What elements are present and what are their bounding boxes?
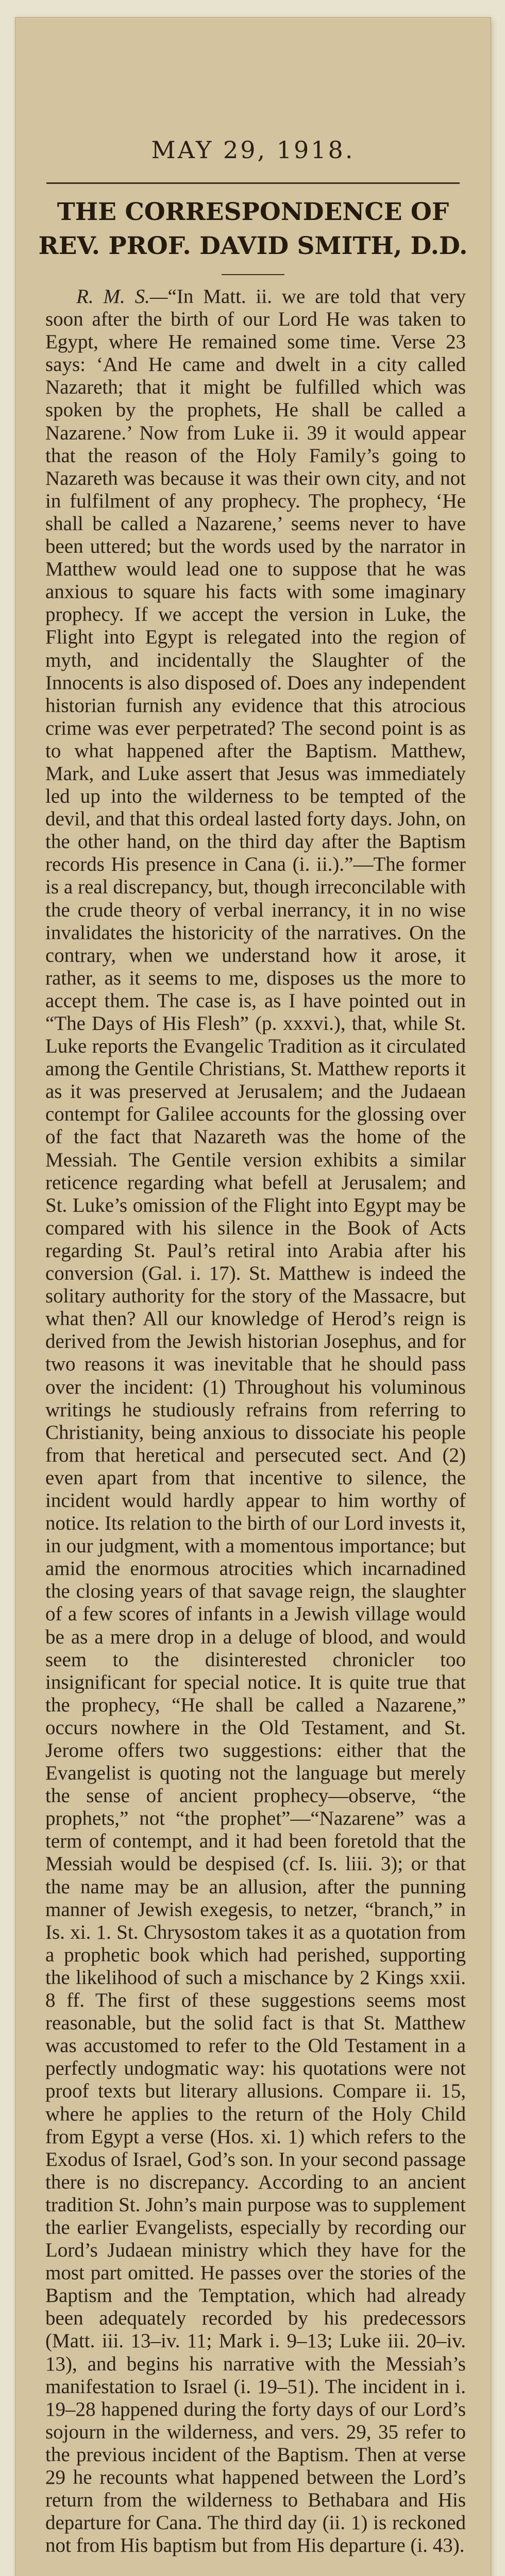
newspaper-clipping: [15, 18, 491, 2576]
title-divider: [222, 274, 284, 275]
article-text: “In Matt. ii. we are told that very soon after the birth of our Lord He was taken to Egypt, where He remained some time. Verse 23 says: ‘And He came and dwelt in a city called Nazareth; that it might be fulfilled which was spoken by the prophets, He shall be called a Nazarene.’ Now from Luke ii. 39 it would appear that the reason of the Holy Family’s going to Nazareth was because it was their own city, and not in fulfilment of any prophecy. The prophecy, ‘He shall be called a Nazarene,’ seems never to have been uttered; but the words used by the narrator in Matthew would lead one to suppose that he was anxious to square his facts with some imaginary prophecy. If we accept the version in Luke, the Flight into Egypt is relegated into the region of myth, and incidentally the Slaughter of the Innocents is also disposed of. Does any independent historian furnish any evidence that this atrocious crime was ever perpetrated? The second point is as to what happened after the Baptism. Matthew, Mark, and Luke assert that Jesus was immediately led up into the wilderness to be tempted of the devil, and that this ordeal lasted forty days. John, on the other hand, on the third day after the Baptism records His presence in Cana (i. ii.).”—The former is a real discrepancy, but, though irreconcilable with the crude theory of verbal inerrancy, it in no wise invalidates the historicity of the narratives. On the contrary, when we understand how it arose, it rather, as it seems to me, disposes us the more to accept them. The case is, as I have pointed out in “The Days of His Flesh” (p. xxxvi.), that, while St. Luke reports the Evangelic Tradition as it circulated among the Gentile Christians, St. Matthew reports it as it was preserved at Jerusalem; and the Judaean contempt for Galilee accounts for the glossing over of the fact that Nazareth was the home of the Messiah. The Gentile version exhibits a similar reticence regarding what befell at Jerusalem; and St. Luke’s omission of the Flight into Egypt may be compared with his silence in the Book of Acts regarding St. Paul’s retiral into Arabia after his conversion (Gal. i. 17). St. Matthew is indeed the solitary authority for the story of the Massacre, but what then? All our knowledge of Herod’s reign is derived from the Jewish historian Josephus, and for two reasons it was inevitable that he should pass over the incident: (1) Throughout his voluminous writings he studiously refrains from referring to Christianity, being anxious to dissociate his people from that heretical and persecuted sect. And (2) even apart from that incentive to silence, the incident would hardly appear to him worthy of notice. Its relation to the birth of our Lord invests it, in our judgment, with a momentous importance; but amid the enormous atrocities which incarnadined the closing years of that savage reign, the slaughter of a few scores of infants in a Jewish village would be as a mere drop in a deluge of blood, and would seem to the disinterested chronicler too insignificant for special notice. It is quite true that the prophecy, “He shall be called a Nazarene,” occurs nowhere in the Old Testament, and St. Jerome offers two suggestions: either that the Evangelist is quoting not the language but merely the sense of ancient prophecy—observe, “the prophets,” not “the prophet”—“Nazarene” was a term of contempt, and it had been foretold that the Messiah would be despised (cf. Is. liii. 3); or that the name may be an allusion, after the punning manner of Jewish exegesis, to netzer, “branch,” in Is. xi. 1. St. Chrysostom takes it as a quotation from a prophetic book which had perished, supporting the likelihood of such a mischance by 2 Kings xxii. 8 ff. The first of these suggestions seems most reasonable, but the solid fact is that St. Matthew was accustomed to refer to the Old Testament in a perfectly undogmatic way: his quotations were not proof texts but literary allusions. Compare ii. 15, where he applies to the return of the Holy Child from Egypt a verse (Hos. xi. 1) which refers to the Exodus of Israel, God’s son. In your second passage there is no discrepancy. According to an ancient tradition St. John’s main purpose was to supplement the earlier Evangelists, especially by recording our Lord’s Judaean ministry which they have for the most part omitted. He passes over the stories of the Baptism and the Temptation, which had already been adequately recorded by his predecessors (Matt. iii. 13–iv. 11; Mark i. 9–13; Luke iii. 20–iv. 13), and begins his narrative with the Messiah’s manifestation to Israel (i. 19–51). The incident in i. 19–28 happened during the forty days of our Lord’s sojourn in the wilderness, and vers. 29, 35 refer to the previous incident of the Baptism. Then at verse 29 he recounts what happened between the Lord’s return from the wilderness to Bethabara and His departure for Cana. The third day (ii. 1) is reckoned not from His baptism but from His departure (i. 43).: [45, 285, 466, 2557]
publication-date: MAY 29, 1918.: [151, 136, 355, 164]
article-body: [45, 285, 466, 2576]
correspondent-initials: R. M. S.—: [76, 285, 168, 308]
article-title: THE CORRESPONDENCE OF REV. PROF. DAVID SMITH, D.D.: [38, 198, 468, 260]
top-rule: [46, 182, 460, 184]
